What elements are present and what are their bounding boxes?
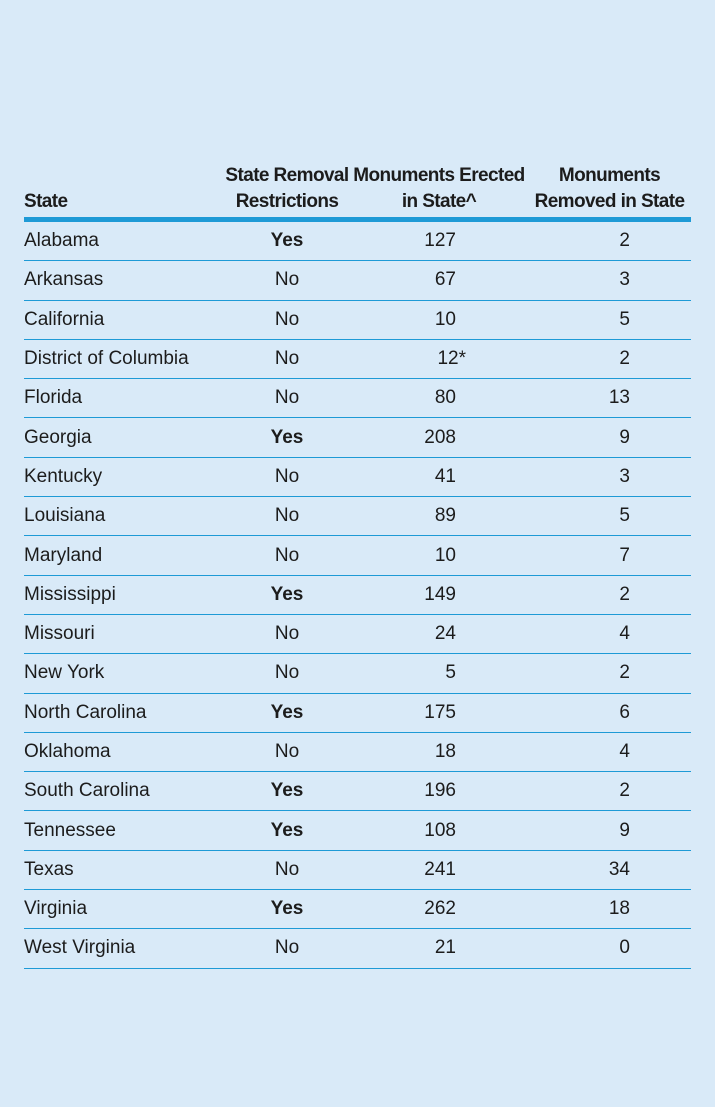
cell-restrictions: No [274,937,300,959]
header-removed [528,163,691,217]
header-restrictions-line2: Restrictions [235,191,339,212]
cell-restrictions: Yes [270,898,304,920]
header-state: State [24,191,68,212]
table-row [24,576,691,615]
cell-state: Arkansas [24,269,104,291]
cell-restrictions: Yes [270,780,304,802]
cell-removed: 2 [619,348,630,370]
cell-removed: 2 [619,230,630,252]
cell-state: New York [24,662,105,684]
cell-erected: 10 [434,544,456,566]
cell-restrictions: No [274,662,300,684]
table-row [24,890,691,929]
table-row [24,929,691,968]
cell-erected: 262 [424,898,456,920]
cell-erected: 67 [434,269,456,291]
table-row [24,851,691,890]
cell-restrictions: No [274,387,300,409]
table-row [24,733,691,772]
header-removed-line1: Monuments [558,165,661,186]
cell-removed: 18 [608,898,630,920]
table-row [24,340,691,379]
table-body [24,222,691,969]
cell-state: Missouri [24,623,95,645]
table-row [24,418,691,457]
cell-erected: 10 [434,308,456,330]
cell-state: Louisiana [24,505,106,527]
cell-erected: 208 [424,426,456,448]
cell-restrictions: No [274,623,300,645]
cell-removed: 5 [619,505,630,527]
cell-restrictions: No [274,348,300,370]
cell-restrictions: Yes [270,230,304,252]
cell-state: Virginia [24,898,88,920]
cell-erected: 89 [434,505,456,527]
table-row [24,458,691,497]
cell-restrictions: No [274,269,300,291]
cell-erected: 175 [424,701,456,723]
cell-restrictions: No [274,544,300,566]
cell-removed: 2 [619,662,630,684]
cell-removed: 4 [619,741,630,762]
cell-state: California [24,308,105,330]
cell-state: West Virginia [24,937,136,959]
cell-erected: 241 [424,858,456,880]
cell-removed: 6 [619,701,630,723]
cell-erected: 80 [434,387,456,409]
cell-erected: 149 [424,583,456,605]
table-row [24,772,691,811]
cell-removed: 9 [619,426,630,448]
table-row [24,694,691,733]
cell-state: Tennessee [24,819,116,841]
cell-state: Georgia [24,426,92,448]
header-restrictions [224,163,350,217]
cell-restrictions: Yes [270,426,304,448]
cell-restrictions: No [274,465,300,487]
table-row [24,301,691,340]
cell-removed: 2 [619,583,630,605]
cell-removed: 5 [619,308,630,330]
table-row [24,222,691,261]
cell-state: Oklahoma [24,741,111,762]
table-row [24,379,691,418]
cell-erected: 108 [424,819,456,841]
cell-removed: 13 [608,387,630,409]
cell-restrictions: Yes [270,819,304,841]
cell-state: Maryland [24,544,103,566]
header-erected-line1: Monuments Erected [353,165,525,186]
cell-state: Mississippi [24,583,116,605]
cell-removed: 2 [619,780,630,802]
cell-state: Texas [24,858,74,880]
cell-removed: 3 [619,269,630,291]
cell-state: North Carolina [24,701,147,723]
table-row [24,811,691,850]
cell-state: South Carolina [24,780,150,802]
cell-erected: 21 [434,937,456,959]
table-row [24,654,691,693]
cell-restrictions: Yes [270,701,304,723]
header-erected [350,163,528,217]
cell-restrictions: No [274,741,300,762]
cell-removed: 9 [619,819,630,841]
cell-state: District of Columbia [24,348,189,370]
table-row [24,615,691,654]
table-row [24,536,691,575]
cell-erected: 24 [434,623,456,645]
cell-restrictions: Yes [270,583,304,605]
cell-erected: 5 [445,662,456,684]
cell-state: Florida [24,387,83,409]
cell-removed: 34 [608,858,630,880]
cell-restrictions: No [274,858,300,880]
cell-restrictions: No [274,308,300,330]
cell-erected: 196 [424,780,456,802]
cell-state: Kentucky [24,465,103,487]
cell-erected: 41 [434,465,456,487]
table-header-row [24,163,691,222]
header-removed-line2: Removed in State [534,191,685,212]
cell-removed: 3 [619,465,630,487]
cell-erected: 12* [437,348,466,370]
cell-restrictions: No [274,505,300,527]
cell-removed: 7 [619,544,630,566]
cell-erected: 18 [434,741,456,762]
header-erected-line2: in State^ [401,191,477,212]
cell-removed: 4 [619,623,630,645]
cell-erected: 127 [424,230,456,252]
cell-state: Alabama [24,230,99,252]
table-row [24,261,691,300]
cell-removed: 0 [619,937,630,959]
table-row [24,497,691,536]
monuments-table [24,163,691,969]
header-restrictions-line1: State Removal [225,165,349,186]
